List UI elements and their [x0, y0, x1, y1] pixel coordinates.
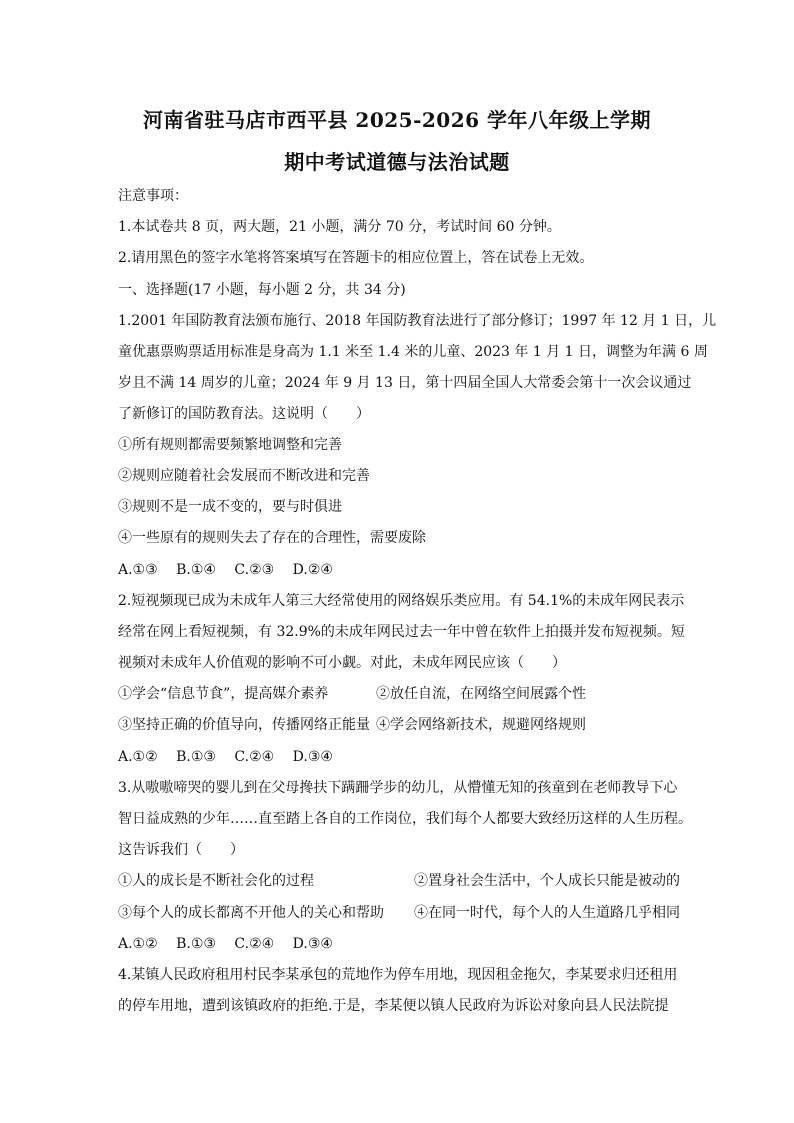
q3-statement-4: ④在同一时代，每个人的人生道路几乎相同: [414, 905, 680, 921]
section-heading-choice: 一、选择题(17 小题，每小题 2 分，共 34 分): [118, 282, 406, 298]
q3-statement-1: ①人的成长是不断社会化的过程: [118, 873, 314, 889]
q3-option-d[interactable]: D.③④: [292, 936, 333, 952]
q2-statement-2: ②放任自流，在网络空间展露个性: [376, 686, 586, 702]
q3-option-b[interactable]: B.①③: [176, 936, 216, 952]
q3-stem-line-3: 这告诉我们（ ）: [118, 842, 244, 858]
q1-statement-2: ②规则应随着社会发展而不断改进和完善: [118, 468, 370, 484]
q1-stem-line-1: 1.2001 年国防教育法颁布施行、2018 年国防教育法进行了部分修订；1997 年 12 月 1 日，儿: [118, 313, 717, 329]
q3-statement-2: ②置身社会生活中，个人成长只能是被动的: [414, 873, 680, 889]
q3-statement-3: ③每个人的成长都离不开他人的关心和帮助: [118, 905, 384, 921]
q3-statements-row-1: [118, 871, 688, 891]
q2-options: [118, 747, 688, 767]
q2-statements-row-1: [118, 684, 688, 704]
q3-option-c[interactable]: C.②④: [234, 936, 275, 952]
q3-stem-line-1: 3.从嗷嗷啼哭的婴儿到在父母搀扶下蹒跚学步的幼儿，从懵懂无知的孩童到在老师教导下心: [118, 780, 678, 796]
q2-stem-line-3: 视频对未成年人价值观的影响不可小觑。对此，未成年网民应该（ ）: [118, 655, 566, 671]
q1-statement-4: ④一些原有的规则失去了存在的合理性，需要废除: [118, 530, 426, 546]
q4-stem-line-1: 4.某镇人民政府租用村民李某承包的荒地作为停车用地，现因租金拖欠，李某要求归还租用: [118, 967, 678, 983]
q3-statements-row-2: [118, 903, 688, 923]
q2-stem-line-2: 经常在网上看短视频，有 32.9%的未成年网民过去一年中曾在软件上拍摄并发布短视频。短: [118, 624, 685, 640]
q2-option-b[interactable]: B.①③: [176, 749, 216, 765]
q2-option-c[interactable]: C.②④: [234, 749, 275, 765]
q3-stem-line-2: 智日益成熟的少年……直至踏上各自的工作岗位，我们每个人都要大致经历这样的人生历程。: [118, 811, 692, 827]
q1-option-b[interactable]: B.①④: [176, 562, 216, 578]
q1-statement-1: ①所有规则都需要频繁地调整和完善: [118, 437, 342, 453]
q1-stem-line-4: 了新修订的国防教育法。这说明（ ）: [118, 406, 370, 422]
q2-stem-line-1: 2.短视频现已成为未成年人第三大经常使用的网络娱乐类应用。有 54.1%的未成年网民表示: [118, 593, 685, 609]
notice-heading: 注意事项：: [118, 188, 188, 204]
q1-options: [118, 560, 688, 580]
q2-statement-3: ③坚持正确的价值导向，传播网络正能量: [118, 717, 370, 733]
exam-title-line-2: 期中考试道德与法治试题: [284, 150, 510, 174]
q3-option-a[interactable]: A.①②: [118, 936, 158, 952]
q1-stem-line-2: 童优惠票购票适用标准是身高为 1.1 米至 1.4 米的儿童、2023 年 1 月 1 日，调整为年满 6 周: [118, 344, 708, 360]
q2-option-a[interactable]: A.①②: [118, 749, 158, 765]
q1-option-c[interactable]: C.②③: [234, 562, 275, 578]
q1-option-d[interactable]: D.②④: [292, 562, 333, 578]
notice-item-2: 2.请用黑色的签字水笔将答案填写在答题卡的相应位置上，答在试卷上无效。: [118, 250, 594, 266]
notice-item-1: 1.本试卷共 8 页，两大题，21 小题，满分 70 分，考试时间 60 分钟。: [118, 219, 561, 235]
q1-statement-3: ③规则不是一成不变的，要与时俱进: [118, 499, 342, 515]
q1-option-a[interactable]: A.①③: [118, 562, 158, 578]
q2-statement-4: ④学会网络新技术，规避网络规则: [376, 717, 586, 733]
q1-stem-line-3: 岁且不满 14 周岁的儿童；2024 年 9 月 13 日，第十四届全国人大常委会第十一次会议通过: [118, 375, 692, 391]
q2-statements-row-2: [118, 715, 688, 735]
q3-options: [118, 934, 688, 954]
q2-statement-1: ①学会“信息节食”，提高媒介素养: [118, 686, 329, 702]
exam-title-line-1: 河南省驻马店市西平县 2025-2026 学年八年级上学期: [142, 108, 652, 132]
q4-stem-line-2: 的停车用地，遭到该镇政府的拒绝.于是，李某便以镇人民政府为诉讼对象向县人民法院提: [118, 998, 669, 1014]
q2-option-d[interactable]: D.③④: [292, 749, 333, 765]
